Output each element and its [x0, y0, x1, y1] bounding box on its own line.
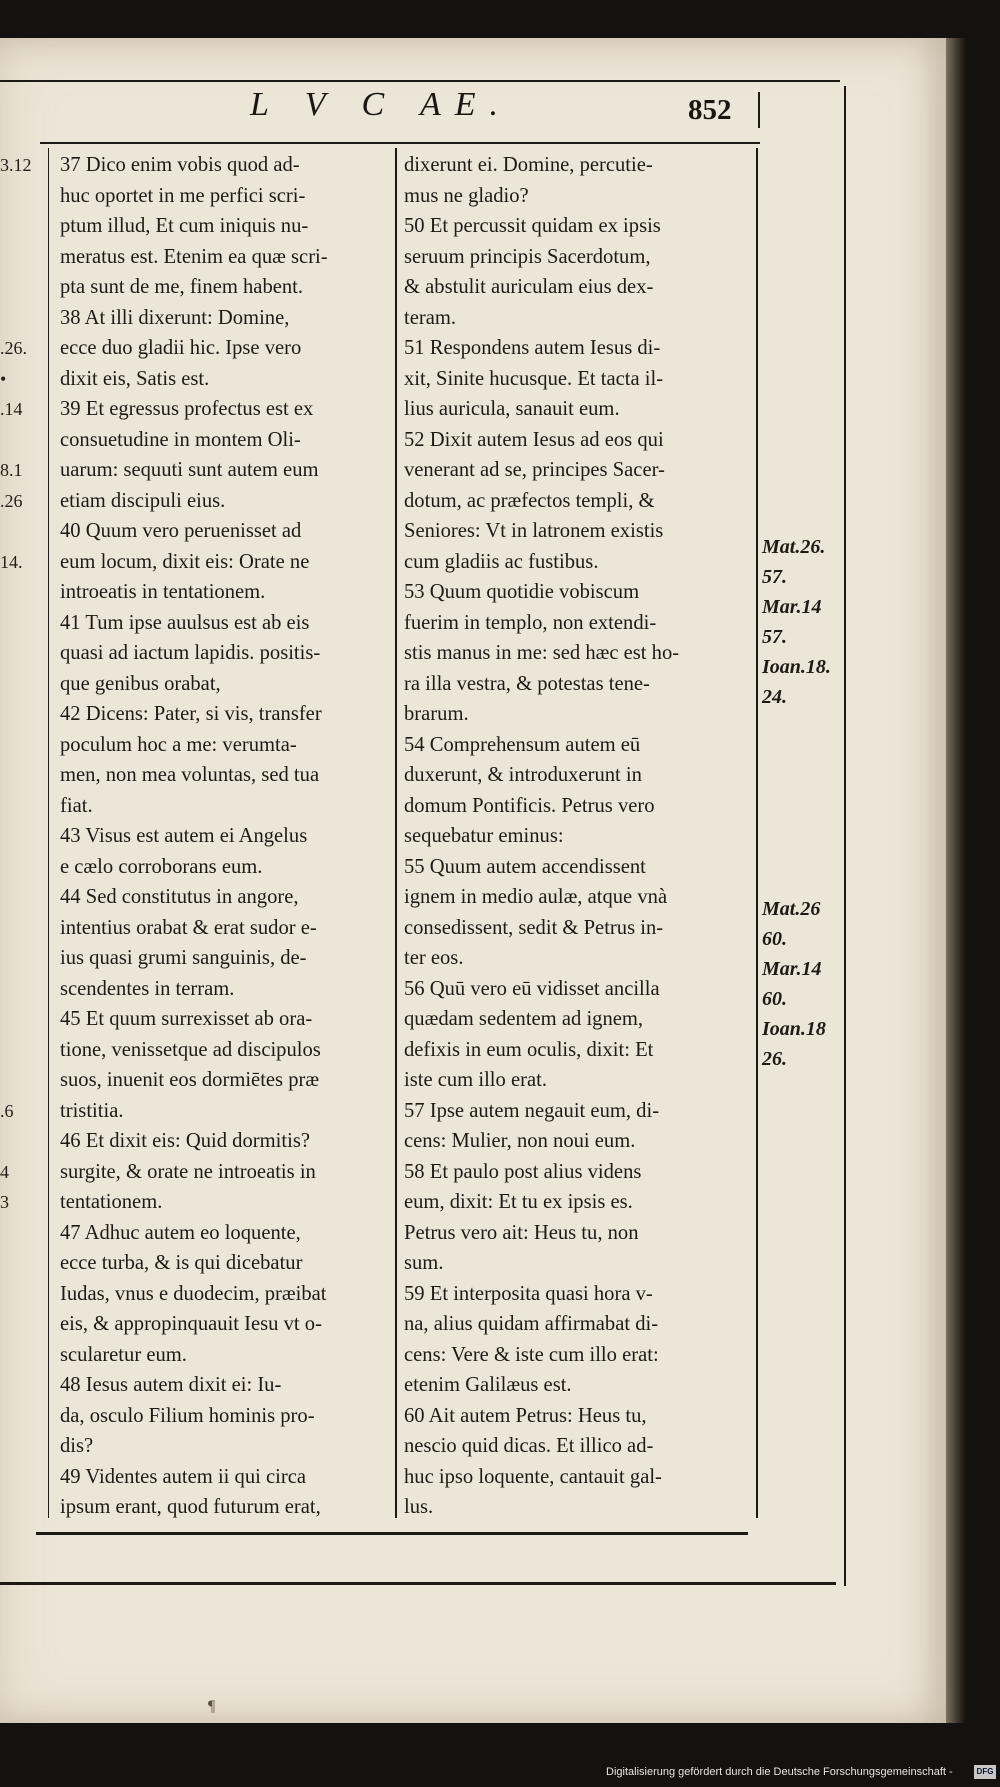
text-line: ecce turba, & is qui dicebatur — [60, 1252, 303, 1274]
text-line: ter eos. — [404, 947, 464, 969]
text-line: & abstulit auriculam eius dex- — [404, 276, 654, 298]
right-text-column — [404, 150, 744, 1523]
text-line: fuerim in templo, non extendi- — [404, 611, 657, 634]
header-rule — [40, 142, 760, 144]
text-line: iste cum illo erat. — [404, 1069, 547, 1091]
margin-spacer — [0, 974, 44, 1005]
text-line: 48 Iesus autem dixit ei: Iu- — [60, 1374, 282, 1396]
text-line: ipsum erant, quod futurum erat, — [60, 1496, 321, 1518]
margin-spacer — [0, 577, 44, 608]
margin-spacer — [0, 211, 44, 242]
text-line: e cælo corroborans eum. — [60, 855, 263, 878]
text-line: 56 Quū vero eū vidisset ancilla — [404, 977, 660, 1000]
side-note-line: 60. — [762, 928, 787, 950]
margin-spacer — [0, 730, 44, 761]
margin-spacer — [0, 699, 44, 730]
text-line: consedissent, sedit & Petrus in- — [404, 916, 664, 939]
text-line: 54 Comprehensum autem eū — [404, 733, 641, 756]
text-line: 45 Et quum surrexisset ab ora- — [60, 1008, 313, 1030]
text-line: venerant ad se, principes Sacer- — [404, 459, 665, 481]
text-line: ius quasi grumi sanguinis, de- — [60, 947, 307, 969]
right-margin-rule — [756, 148, 758, 1518]
margin-reference: 3 — [0, 1192, 9, 1212]
left-text-column — [60, 150, 390, 1523]
text-line: seruum principis Sacerdotum, — [404, 245, 651, 268]
margin-spacer — [0, 760, 44, 791]
page-edge-shadow — [946, 38, 966, 1723]
text-line: 50 Et percussit quidam ex ipsis — [404, 215, 661, 237]
text-line: ignem in medio aulæ, atque vnà — [404, 886, 668, 908]
text-line: mus ne gladio? — [404, 184, 529, 207]
dfg-logo: DFG — [974, 1765, 996, 1779]
margin-reference: 3.12 — [0, 155, 32, 175]
text-line: surgite, & orate ne introeatis in — [60, 1160, 316, 1183]
text-line: fiat. — [60, 794, 93, 817]
margin-reference: .26 — [0, 490, 23, 511]
text-line: sequebatur eminus: — [404, 825, 564, 847]
text-line: cum gladiis ac fustibus. — [404, 550, 599, 573]
text-line: 57 Ipse autem negauit eum, di- — [404, 1099, 660, 1122]
margin-spacer — [0, 943, 44, 974]
text-line: 59 Et interposita quasi hora v- — [404, 1282, 653, 1305]
text-line: men, non mea voluntas, sed tua — [60, 764, 320, 786]
text-line: da, osculo Filium hominis pro- — [60, 1404, 315, 1427]
text-line: 43 Visus est autem ei Angelus — [60, 825, 308, 847]
text-line: dis? — [60, 1435, 94, 1457]
text-line: dixit eis, Satis est. — [60, 367, 210, 390]
side-note-line: 26. — [762, 1048, 787, 1070]
outer-margin-rule — [844, 86, 846, 1586]
text-line: eum, dixit: Et tu ex ipsis es. — [404, 1191, 633, 1213]
running-head: L V C AE. — [250, 86, 513, 123]
text-line: quasi ad iactum lapidis. positis- — [60, 642, 321, 664]
page-number: 852 — [688, 94, 732, 126]
margin-spacer — [0, 303, 44, 334]
text-line: 49 Videntes autem ii qui circa — [60, 1465, 307, 1488]
text-line: sum. — [404, 1252, 444, 1274]
text-line: scularetur eum. — [60, 1343, 187, 1366]
side-note-line: 57. — [762, 626, 787, 648]
text-line: etiam discipuli eius. — [60, 489, 226, 512]
text-line: nescio quid dicas. Et illico ad- — [404, 1435, 654, 1457]
column-divider — [395, 148, 397, 1518]
margin-spacer — [0, 882, 44, 913]
digitization-credit: Digitalisierung gefördert durch die Deutsche Forschungsgemeinschaft - — [606, 1766, 953, 1778]
side-note-line: 24. — [762, 686, 787, 708]
text-line: duxerunt, & introduxerunt in — [404, 764, 642, 786]
text-line: stis manus in me: sed hæc est ho- — [404, 642, 680, 664]
margin-spacer — [0, 821, 44, 852]
margin-spacer — [0, 242, 44, 273]
text-line: uarum: sequuti sunt autem eum — [60, 459, 319, 481]
text-line: etenim Galilæus est. — [404, 1374, 572, 1396]
text-line: 55 Quum autem accendissent — [404, 855, 646, 878]
margin-reference: • — [0, 368, 7, 389]
top-rule — [0, 80, 840, 82]
margin-spacer — [0, 425, 44, 456]
text-line: scendentes in terram. — [60, 977, 235, 1000]
text-line: lus. — [404, 1496, 434, 1518]
left-margin-references — [0, 150, 44, 1218]
margin-spacer — [0, 852, 44, 883]
margin-spacer — [0, 1035, 44, 1066]
text-line: suos, inuenit eos dormiētes præ — [60, 1069, 320, 1091]
text-line: defixis in eum oculis, dixit: Et — [404, 1038, 654, 1061]
text-line: 53 Quum quotidie vobiscum — [404, 581, 640, 603]
margin-spacer — [0, 791, 44, 822]
text-line: Seniores: Vt in latronem existis — [404, 520, 664, 542]
side-note-cross-reference — [762, 894, 852, 1074]
text-line: eis, & appropinquauit Iesu vt o- — [60, 1313, 322, 1335]
text-line: huc oportet in me perfici scri- — [60, 184, 306, 207]
margin-reference: 8.1 — [0, 460, 23, 480]
text-line: 39 Et egressus profectus est ex — [60, 398, 314, 420]
text-line: dixerunt ei. Domine, percutie- — [404, 154, 653, 176]
side-note-line: 57. — [762, 566, 787, 588]
left-column-rule — [48, 148, 49, 1518]
text-line: dotum, ac præfectos templi, & — [404, 489, 655, 512]
text-line: 42 Dicens: Pater, si vis, transfer — [60, 703, 322, 725]
text-line: que genibus orabat, — [60, 672, 221, 695]
margin-spacer — [0, 181, 44, 212]
margin-spacer — [0, 1004, 44, 1035]
margin-reference: .26. — [0, 338, 27, 358]
text-line: 47 Adhuc autem eo loquente, — [60, 1221, 301, 1244]
margin-spacer — [0, 913, 44, 944]
margin-reference: 4 — [0, 1161, 9, 1182]
margin-spacer — [0, 1065, 44, 1096]
folio-rule — [758, 92, 760, 128]
text-line: brarum. — [404, 703, 469, 725]
text-line: intentius orabat & erat sudor e- — [60, 916, 317, 939]
side-note-line: 60. — [762, 988, 787, 1010]
text-line: xit, Sinite hucusque. Et tacta il- — [404, 367, 664, 390]
text-line: na, alius quidam affirmabat di- — [404, 1313, 659, 1335]
text-line: 44 Sed constitutus in angore, — [60, 886, 299, 908]
text-line: ra illa vestra, & potestas tene- — [404, 672, 650, 695]
text-line: 38 At illi dixerunt: Domine, — [60, 306, 290, 329]
text-line: meratus est. Etenim ea quæ scri- — [60, 245, 328, 268]
text-line: Iudas, vnus e duodecim, præibat — [60, 1282, 327, 1305]
side-note-line: Mar.14 — [762, 958, 822, 980]
text-line: huc ipso loquente, cantauit gal- — [404, 1465, 662, 1488]
text-line: ecce duo gladii hic. Ipse vero — [60, 337, 302, 359]
text-line: teram. — [404, 306, 457, 329]
side-note-line: Ioan.18 — [762, 1018, 826, 1040]
text-line: lius auricula, sanauit eum. — [404, 398, 620, 420]
text-line: domum Pontificis. Petrus vero — [404, 794, 655, 817]
text-line: 52 Dixit autem Iesus ad eos qui — [404, 428, 664, 451]
text-line: consuetudine in montem Oli- — [60, 428, 301, 451]
side-note-cross-reference — [762, 532, 852, 712]
bottom-page-rule — [0, 1582, 836, 1585]
margin-spacer — [0, 608, 44, 639]
bottom-column-rule — [36, 1532, 748, 1535]
margin-reference: 14. — [0, 551, 23, 572]
side-note-line: Mar.14 — [762, 596, 822, 618]
text-line: Petrus vero ait: Heus tu, non — [404, 1221, 639, 1244]
text-line: pta sunt de me, finem habent. — [60, 276, 304, 298]
text-line: 41 Tum ipse auulsus est ab eis — [60, 611, 310, 634]
side-note-line: Ioan.18. — [762, 656, 831, 678]
text-line: tentationem. — [60, 1191, 163, 1213]
side-note-line: Mat.26. — [762, 536, 826, 558]
page-mark: ¶ — [208, 1698, 216, 1715]
text-line: 60 Ait autem Petrus: Heus tu, — [404, 1404, 647, 1427]
text-line: introeatis in tentationem. — [60, 581, 266, 603]
margin-spacer — [0, 272, 44, 303]
margin-spacer — [0, 516, 44, 547]
text-line: 40 Quum vero peruenisset ad — [60, 520, 302, 542]
text-line: eum locum, dixit eis: Orate ne — [60, 550, 310, 573]
text-line: cens: Vere & iste cum illo erat: — [404, 1343, 659, 1366]
text-line: poculum hoc a me: verumta- — [60, 733, 297, 756]
margin-reference: .14 — [0, 399, 23, 419]
margin-spacer — [0, 669, 44, 700]
text-line: 58 Et paulo post alius videns — [404, 1160, 642, 1183]
text-line: 46 Et dixit eis: Quid dormitis? — [60, 1130, 310, 1152]
side-note-line: Mat.26 — [762, 898, 821, 920]
margin-reference: .6 — [0, 1100, 14, 1121]
text-line: tristitia. — [60, 1099, 124, 1122]
text-line: 51 Respondens autem Iesus di- — [404, 337, 661, 359]
margin-spacer — [0, 1126, 44, 1157]
text-line: cens: Mulier, non noui eum. — [404, 1130, 636, 1152]
margin-spacer — [0, 638, 44, 669]
text-line: tione, venissetque ad discipulos — [60, 1038, 321, 1061]
text-line: 37 Dico enim vobis quod ad- — [60, 154, 300, 176]
text-line: quædam sedentem ad ignem, — [404, 1008, 644, 1030]
text-line: ptum illud, Et cum iniquis nu- — [60, 215, 309, 237]
